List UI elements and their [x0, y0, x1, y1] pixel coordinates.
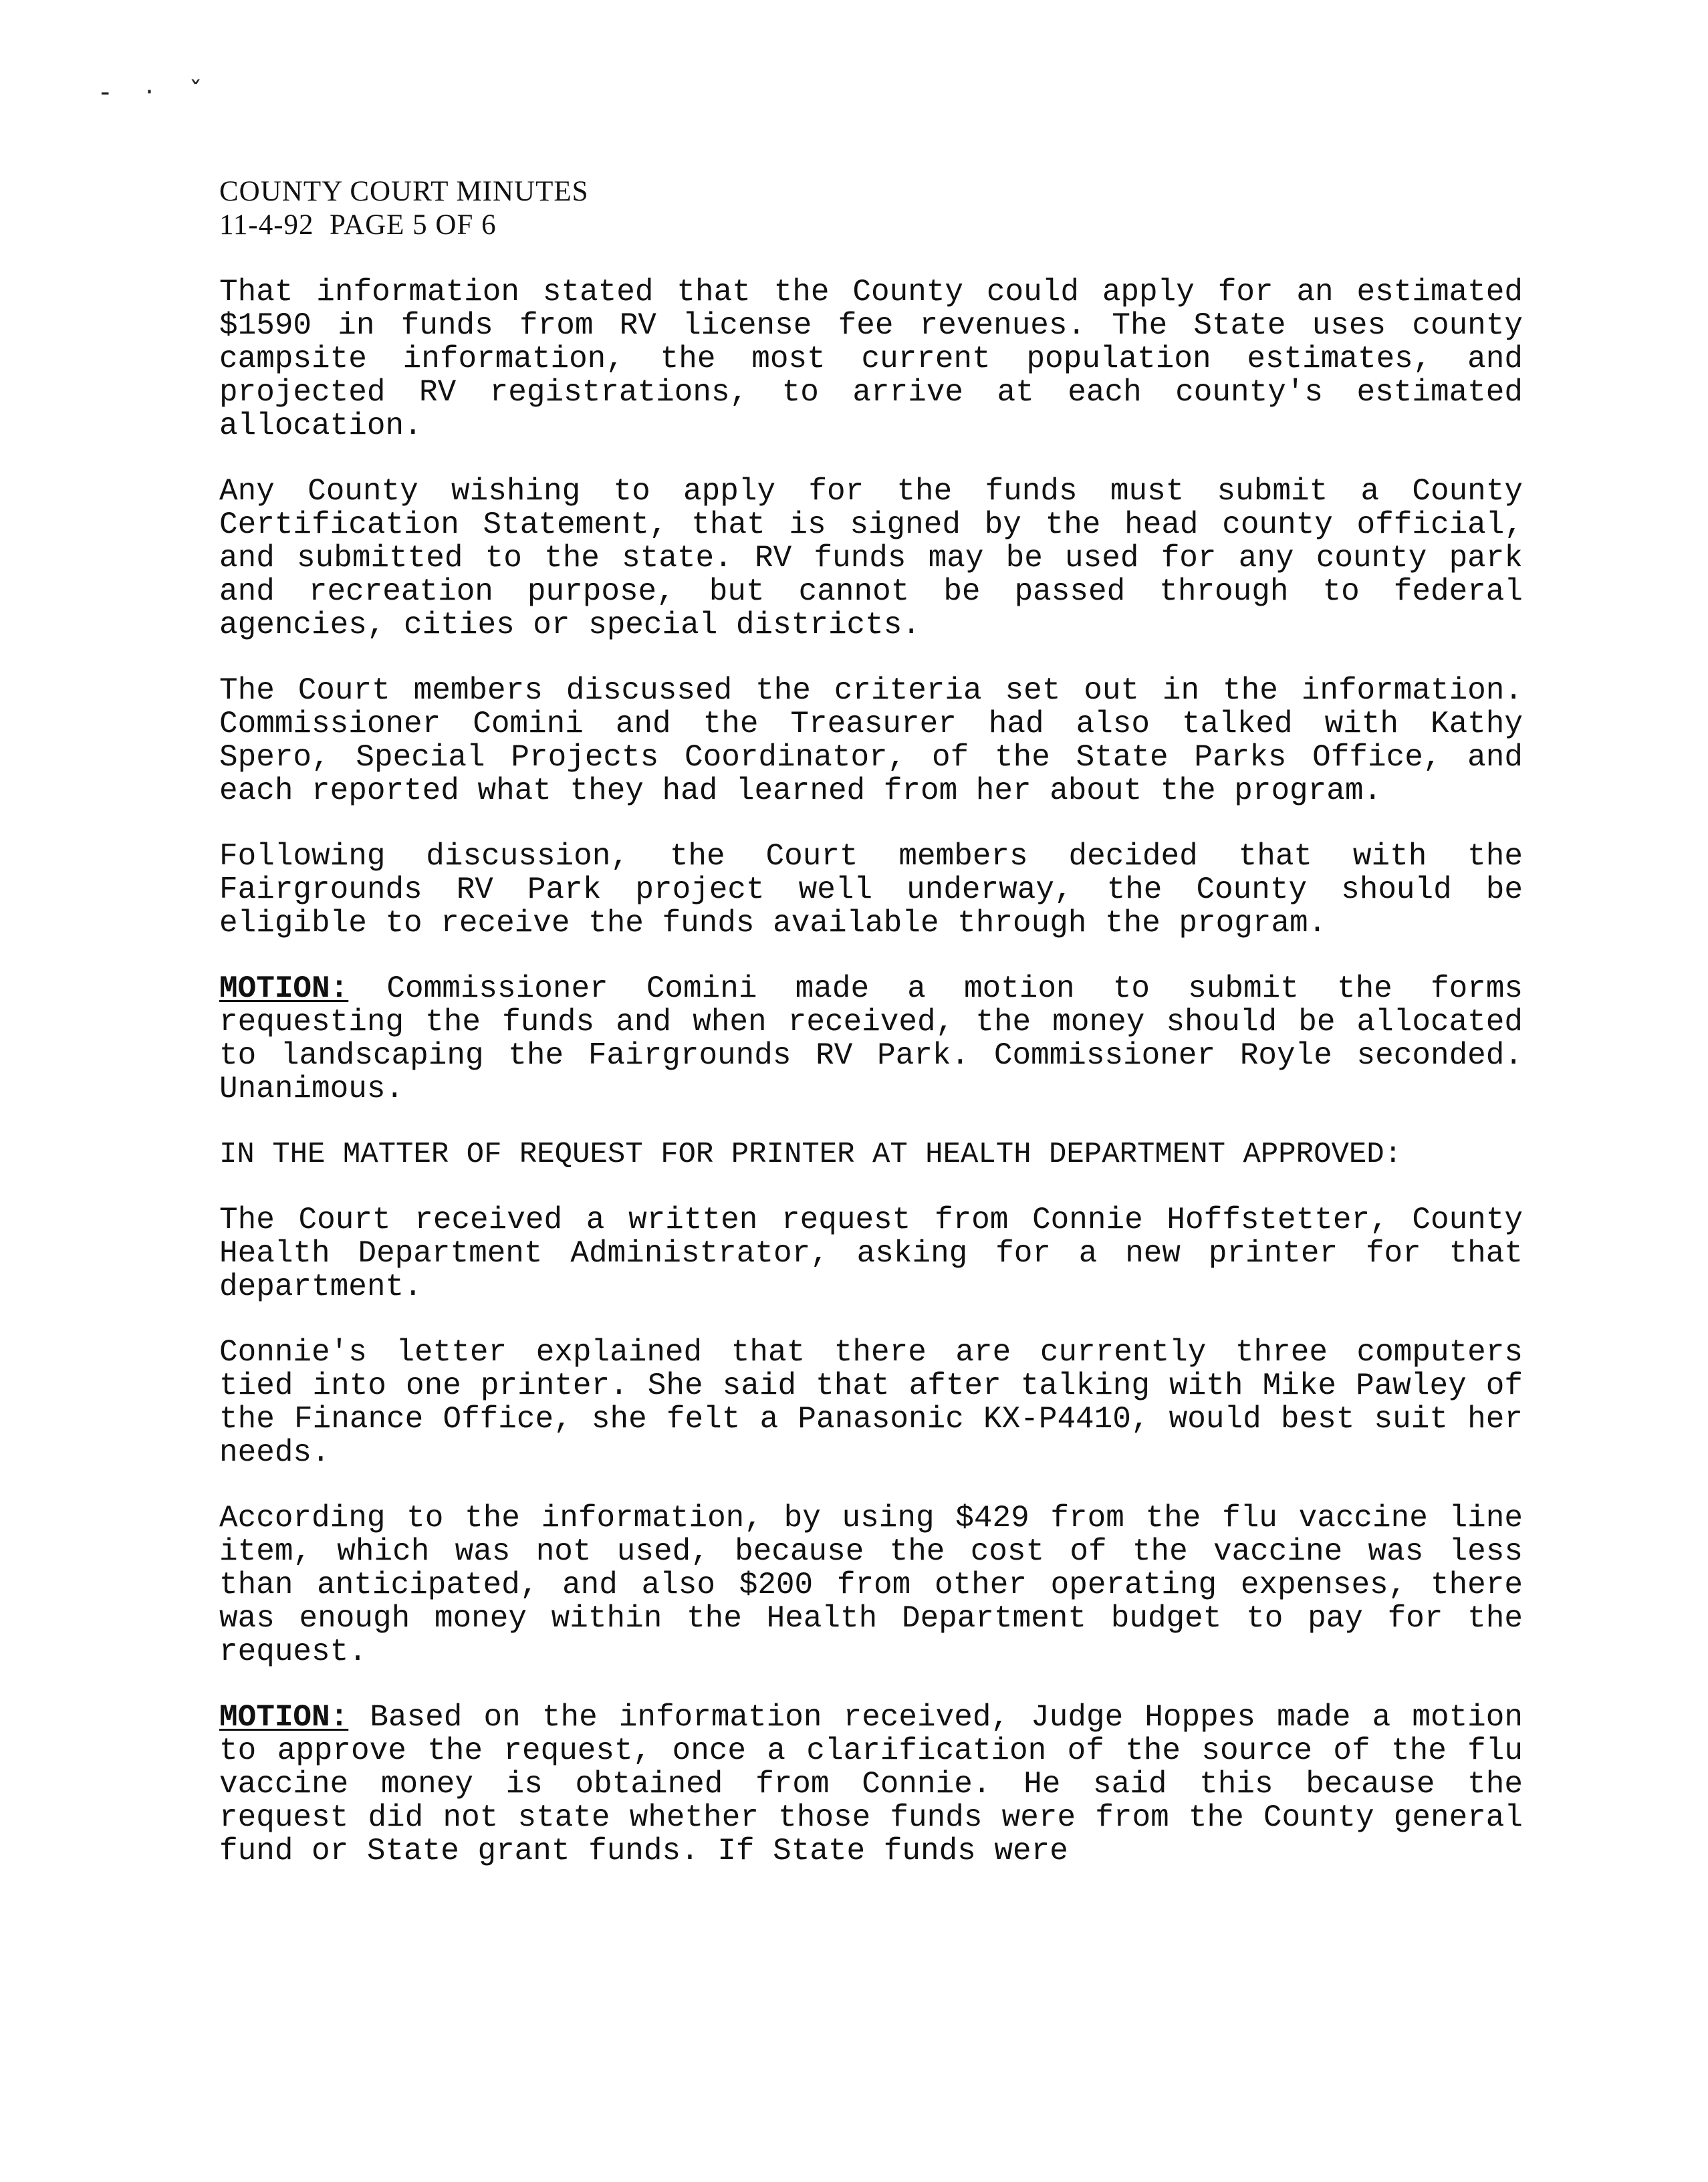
paragraph-certification: Any County wishing to apply for the funds must submit a County Certification Statement, that is signed by the head county official, and submitted to the state. RV funds may be used for any county park and recreation purpose, but cannot be passed through to federal agencies, cities or special districts.: [219, 474, 1523, 642]
motion-label: MOTION:: [219, 971, 349, 1006]
date-page-line: 11-4-92 PAGE 5 OF 6: [219, 209, 497, 241]
scan-specks: - · ˇ: [100, 77, 216, 108]
motion-rv-park: [219, 972, 1523, 1106]
motion-printer: [219, 1701, 1523, 1868]
motion-text: Based on the information received, Judge Hoppes made a motion to approve the request, once a clarification of the source of the flu vaccine money is obtained from Connie. He said this because the request did not state whether those funds were from the County general fund or State grant funds. If State funds were: [219, 1700, 1523, 1868]
motion-text: Commissioner Comini made a motion to submit the forms requesting the funds and when received, the money should be allocated to landscaping the Fairgrounds RV Park. Commissioner Royle seconded. Unanimous.: [219, 971, 1523, 1106]
paragraph-rv-funds-info: That information stated that the County could apply for an estimated $1590 in funds from RV license fee revenues. The State uses county campsite information, the most current population estimates, and projected RV registrations, to arrive at each county's estimated allocation.: [219, 275, 1523, 443]
document-title: COUNTY COURT MINUTES: [219, 176, 589, 207]
paragraph-connie-letter: Connie's letter explained that there are currently three computers tied into one printer. She said that after talking with Mike Pawley of the Finance Office, she felt a Panasonic KX-P4410, would best suit her needs.: [219, 1335, 1523, 1470]
paragraph-printer-request: The Court received a written request from Connie Hoffstetter, County Health Department Administrator, asking for a new printer for that department.: [219, 1203, 1523, 1304]
paragraph-court-discussion: The Court members discussed the criteria set out in the information. Commissioner Comini and the Treasurer had also talked with Kathy Spero, Special Projects Coordinator, of the State Parks Office, and each reported what they had learned from her about the program.: [219, 673, 1523, 808]
document-page: [219, 175, 1523, 1899]
paragraph-budget-info: According to the information, by using $429 from the flu vaccine line item, which was not used, because the cost of the vaccine was less than anticipated, and also $200 from other operating expenses, there was enough money within the Health Department budget to pay for the request.: [219, 1501, 1523, 1669]
section-heading-printer: IN THE MATTER OF REQUEST FOR PRINTER AT HEALTH DEPARTMENT APPROVED:: [219, 1138, 1402, 1171]
motion-label: MOTION:: [219, 1700, 349, 1735]
paragraph-following-discussion: Following discussion, the Court members decided that with the Fairgrounds RV Park project well underway, the County should be eligible to receive the funds available through the program.: [219, 839, 1523, 941]
